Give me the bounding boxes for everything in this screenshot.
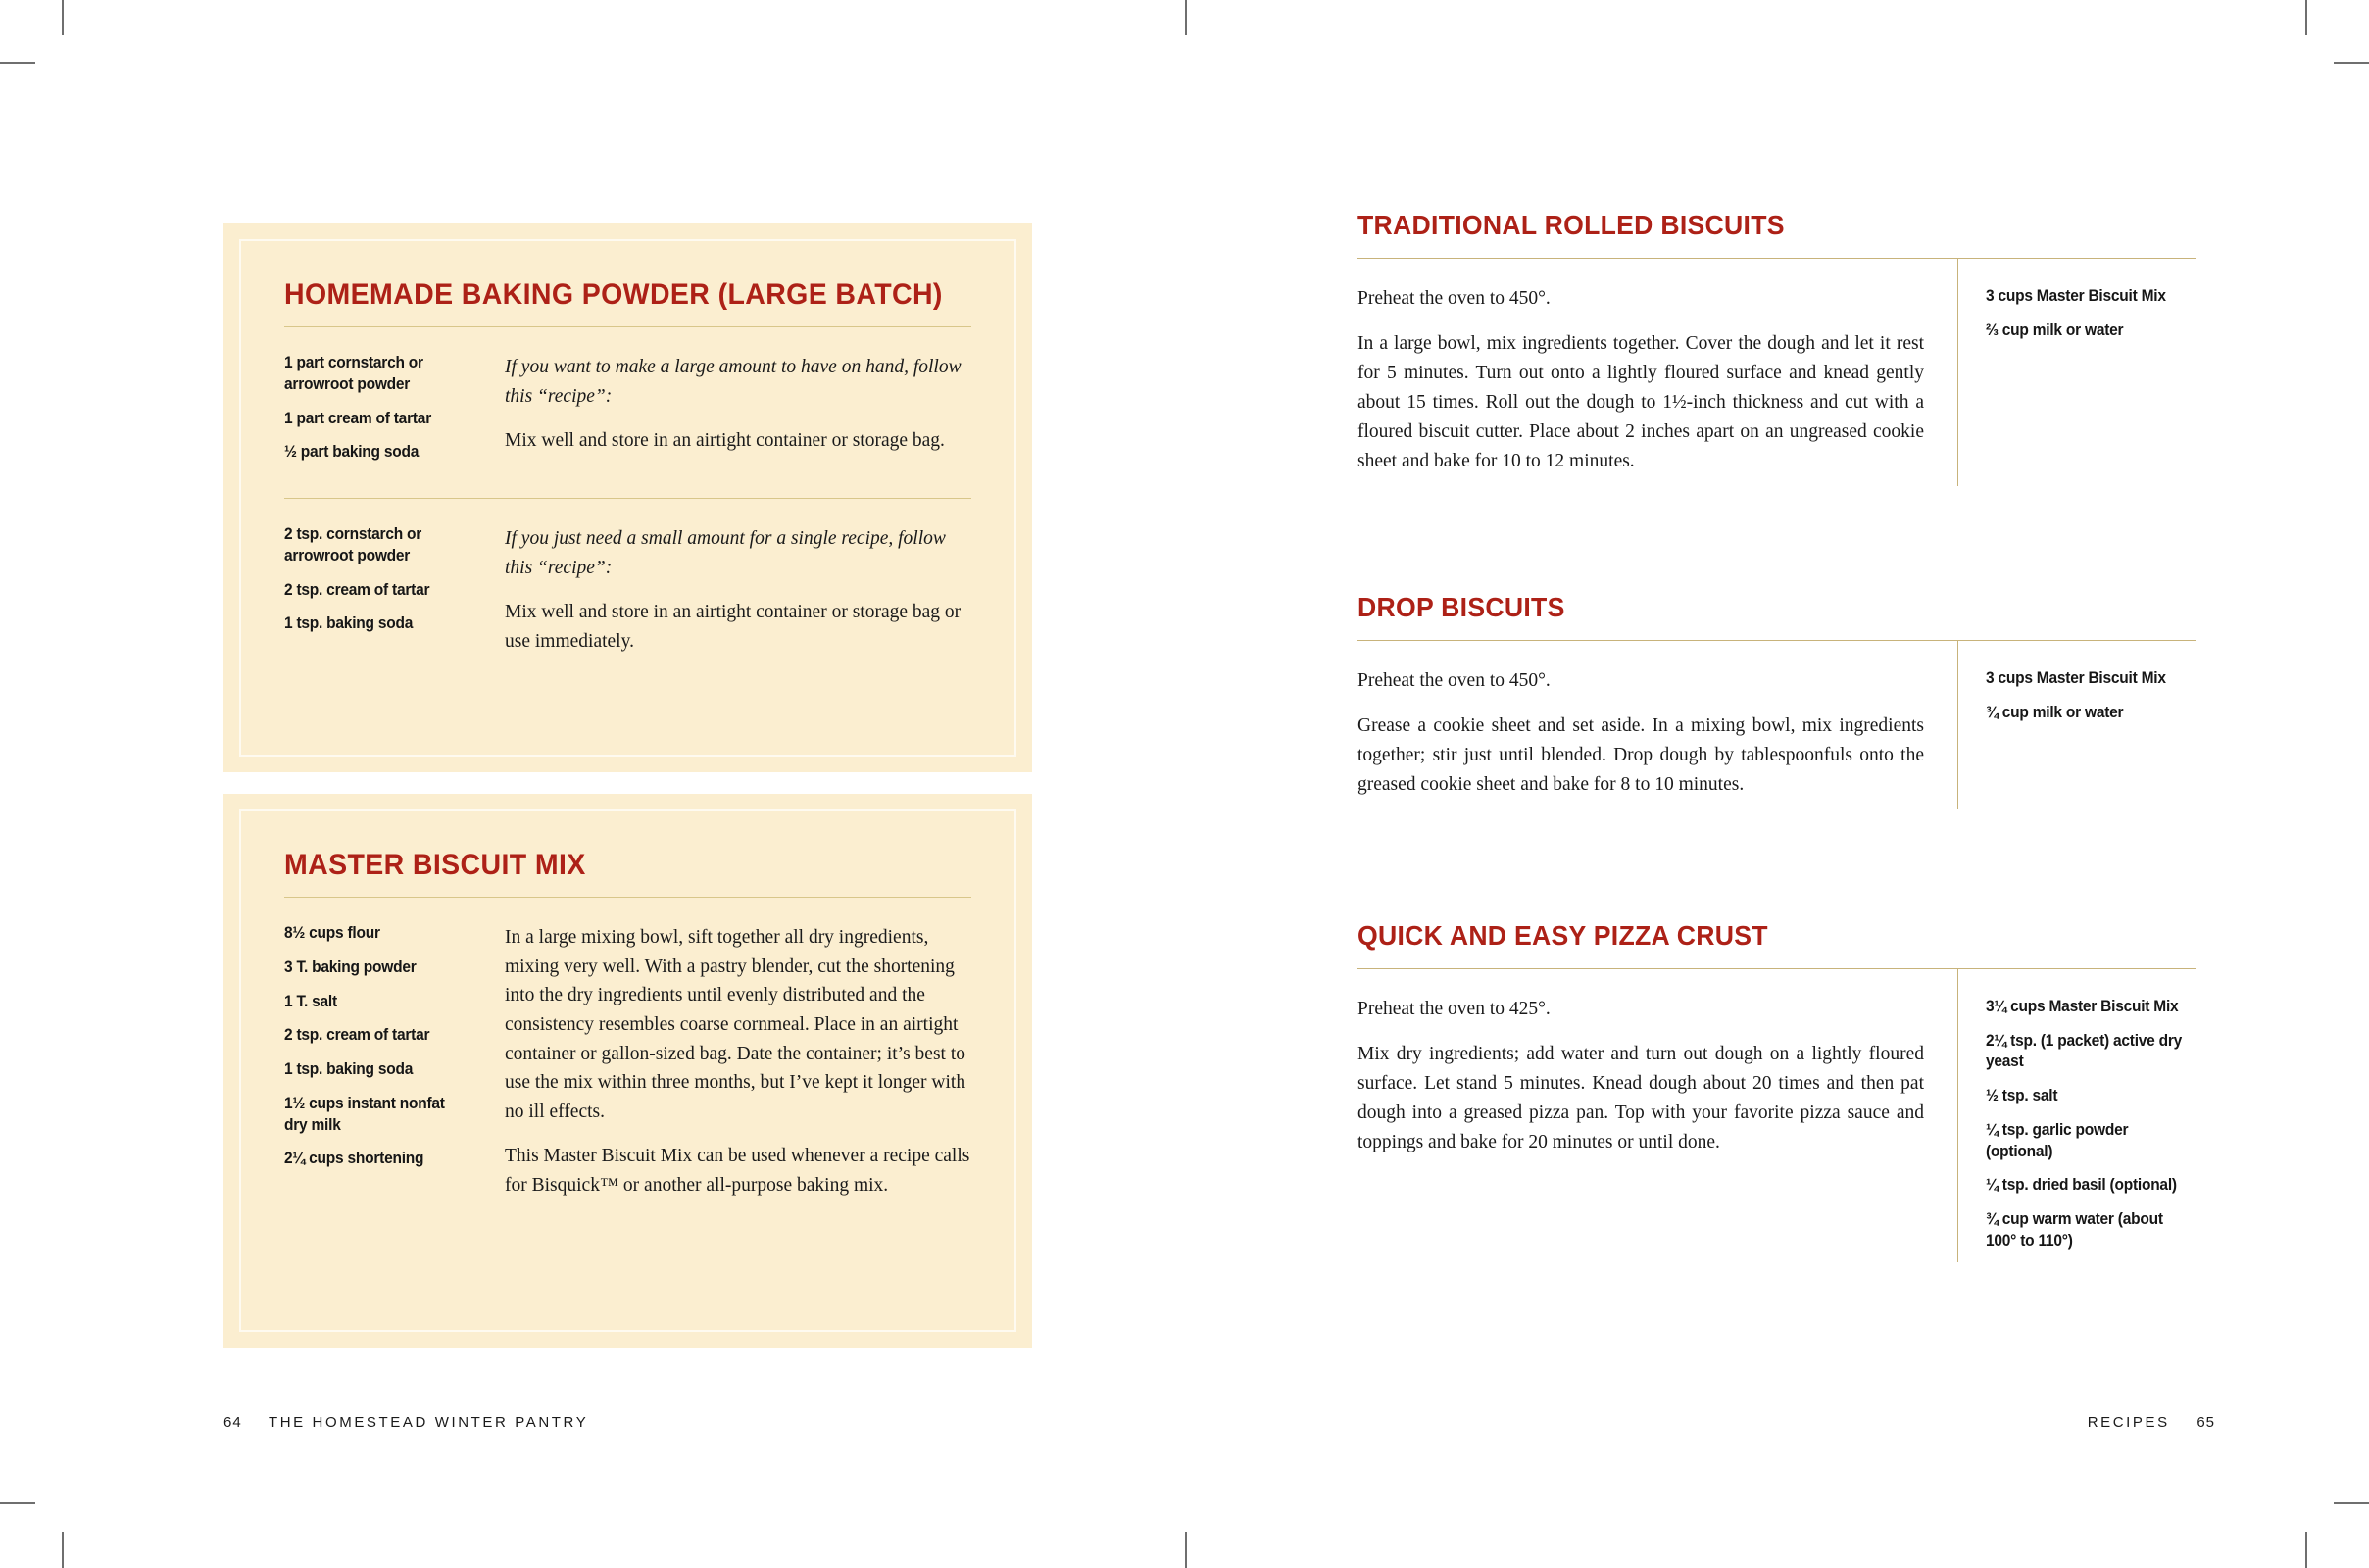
- ingredient-item: 1 tsp. baking soda: [284, 614, 414, 633]
- ingredient-list: [1958, 969, 2196, 1262]
- ingredient-item: 3 cups Master Biscuit Mix: [1986, 286, 2166, 305]
- method-paragraph: Mix well and store in an airtight container or storage bag or use immediately.: [505, 602, 962, 652]
- ingredient-item: 1 part cornstarch or arrowroot powder: [284, 354, 423, 393]
- running-head: THE HOMESTEAD WINTER PANTRY: [268, 1414, 589, 1431]
- ingredient-item: ⅔ cup milk or water: [1986, 320, 2124, 339]
- method-text: [1357, 259, 1957, 486]
- recipe-title-homemade-baking-powder: HOMEMADE BAKING POWDER (LARGE BATCH): [284, 278, 943, 311]
- ingredient-list: [284, 923, 475, 1200]
- method-paragraph: This Master Biscuit Mix can be used whenever a recipe calls for Bisquick™ or another all-purpose baking mix.: [505, 1146, 970, 1196]
- ingredient-item: 2 tsp. cream of tartar: [284, 1026, 430, 1045]
- title-rule: [284, 897, 971, 898]
- method-text: [505, 524, 971, 657]
- recipe-title-master-biscuit-mix: MASTER BISCUIT MIX: [284, 849, 586, 881]
- ingredient-item: ½ part baking soda: [284, 443, 420, 462]
- ingredient-item: 1 T. salt: [284, 992, 337, 1010]
- section-divider-rule: [284, 498, 971, 499]
- method-paragraph: If you want to make a large amount to have on hand, follow this “recipe”:: [505, 357, 962, 407]
- method-paragraph: If you just need a small amount for a single recipe, follow this “recipe”:: [505, 528, 946, 578]
- ingredient-item: 2¼ cups shortening: [284, 1150, 424, 1168]
- ingredient-item: 1 part cream of tartar: [284, 409, 432, 427]
- recipe-section-large-batch: [284, 353, 971, 476]
- ingredient-list: [1958, 641, 2196, 809]
- recipe-traditional-rolled-biscuits: [1357, 211, 2196, 486]
- folio-right: [2088, 1414, 2215, 1431]
- recipe-body: [1357, 259, 2196, 486]
- ingredient-item: 1½ cups instant nonfat dry milk: [284, 1094, 445, 1134]
- recipe-quick-and-easy-pizza-crust: [1357, 921, 2196, 1262]
- ingredient-item: ¾ cup milk or water: [1986, 703, 2124, 721]
- method-paragraph: In a large mixing bowl, sift together all dry ingredients, mixing very well. With a pastry blender, cut the shortening into the dry ingredients until evenly distributed and the consistency resembles coarse cornmeal. Place in an airtight container or gallon-sized bag. Date the container; it’s best to use the mix within three months, but I’ve kept it longer with no ill effects.: [505, 927, 966, 1122]
- method-paragraph: Mix dry ingredients; add water and turn out dough on a lightly floured surface. Let stand 5 minutes. Knead dough about 20 times and then pat dough into a greased pizza pan. Top with your favorite pizza sauce and toppings and bake for 20 minutes or until done.: [1357, 1043, 1924, 1152]
- recipe-section-master-biscuit-mix: [284, 923, 971, 1200]
- ingredient-item: ¼ tsp. dried basil (optional): [1986, 1176, 2177, 1195]
- ingredient-list: [1958, 259, 2196, 486]
- ingredient-item: 2¼ tsp. (1 packet) active dry yeast: [1986, 1031, 2183, 1071]
- recipe-box-inner-frame: [239, 239, 1016, 757]
- method-text: [1357, 969, 1957, 1262]
- recipe-box-master-biscuit-mix: [223, 794, 1032, 1348]
- method-paragraph: Preheat the oven to 450°.: [1357, 287, 1551, 309]
- ingredient-item: 8½ cups flour: [284, 924, 380, 942]
- recipe-box-homemade-baking-powder: [223, 223, 1032, 772]
- recipe-title-drop-biscuits: DROP BISCUITS: [1357, 592, 1565, 622]
- ingredient-item: 1 tsp. baking soda: [284, 1060, 414, 1079]
- ingredient-list: [284, 353, 475, 476]
- ingredient-item: 3 T. baking powder: [284, 957, 417, 976]
- recipe-body: [1357, 969, 2196, 1262]
- method-text: [505, 923, 971, 1200]
- recipe-title-traditional-rolled-biscuits: TRADITIONAL ROLLED BISCUITS: [1357, 210, 1785, 240]
- method-paragraph: Preheat the oven to 450°.: [1357, 669, 1551, 691]
- method-text: [1357, 641, 1957, 809]
- method-paragraph: Mix well and store in an airtight container or storage bag.: [505, 430, 945, 452]
- running-head: RECIPES: [2087, 1414, 2170, 1431]
- recipe-drop-biscuits: [1357, 593, 2196, 809]
- ingredient-item: ¼ tsp. garlic powder (optional): [1986, 1120, 2129, 1160]
- ingredient-item: ¾ cup warm water (about 100° to 110°): [1986, 1210, 2163, 1250]
- ingredient-item: 2 tsp. cornstarch or arrowroot powder: [284, 525, 422, 564]
- method-paragraph: Grease a cookie sheet and set aside. In a mixing bowl, mix ingredients together; stir just until blended. Drop dough by tablespoonfuls onto the greased cookie sheet and bake for 8 to 10 minutes.: [1357, 714, 1924, 795]
- recipe-title-quick-and-easy-pizza-crust: QUICK AND EASY PIZZA CRUST: [1357, 920, 1768, 951]
- page-number: 64: [223, 1414, 242, 1431]
- method-paragraph: In a large bowl, mix ingredients together. Cover the dough and let it rest for 5 minutes. Turn out onto a lightly floured surface and knead gently about 15 times. Roll out the dough to 1½-inch thickness and cut with a floured biscuit cutter. Place about 2 inches apart on an ungreased cookie sheet and bake for 10 to 12 minutes.: [1357, 332, 1924, 471]
- ingredient-item: 3 cups Master Biscuit Mix: [1986, 668, 2166, 687]
- page-number: 65: [2196, 1414, 2215, 1431]
- ingredient-item: ½ tsp. salt: [1986, 1087, 2058, 1105]
- ingredient-list: [284, 524, 475, 657]
- title-rule: [284, 326, 971, 327]
- recipe-section-single-recipe: [284, 524, 971, 657]
- method-text: [505, 353, 971, 476]
- recipe-body: [1357, 641, 2196, 809]
- method-paragraph: Preheat the oven to 425°.: [1357, 998, 1551, 1019]
- ingredient-item: 3¼ cups Master Biscuit Mix: [1986, 997, 2179, 1015]
- ingredient-item: 2 tsp. cream of tartar: [284, 580, 430, 599]
- recipe-box-inner-frame: [239, 809, 1016, 1332]
- folio-left: [223, 1414, 588, 1431]
